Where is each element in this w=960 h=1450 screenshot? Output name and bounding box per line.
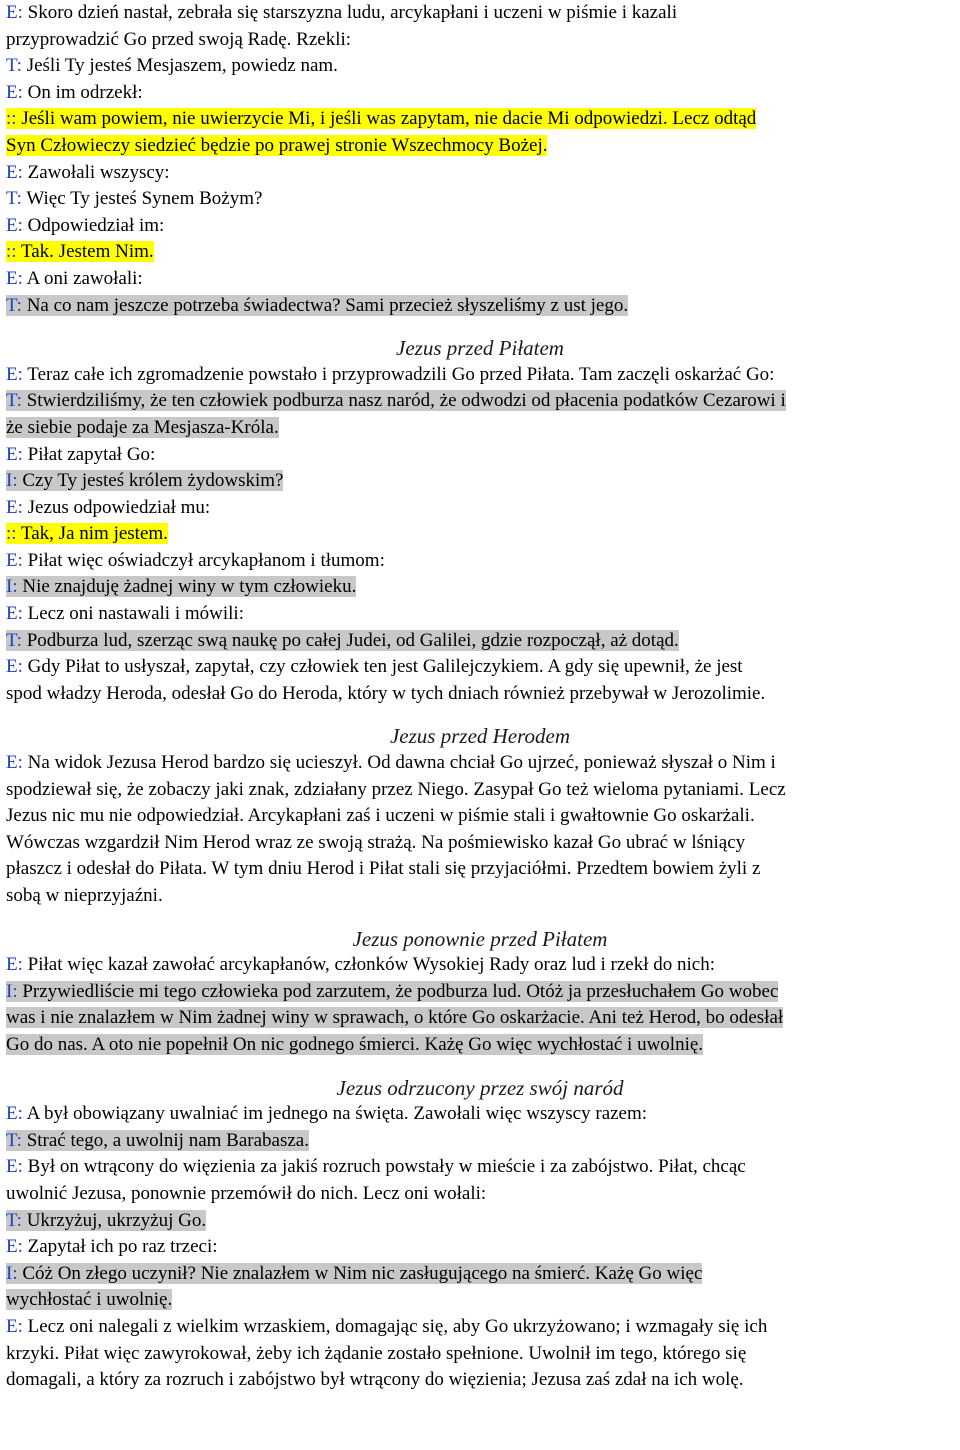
highlight-span (6, 981, 778, 1002)
line-text: domagali, a który za rozruch i zabójstwo był wtrącony do więzienia; Jezusa zaś zdał na ich wolę. (6, 1369, 744, 1391)
speaker-label: T: (6, 294, 22, 316)
line-text: Na co nam jeszcze potrzeba świadectwa? Sami przecież słyszeliśmy z ust jego. (21, 294, 629, 316)
text-line (6, 1234, 954, 1261)
line-text: Piłat więc oświadczył arcykapłanom i tłumom: (22, 549, 385, 571)
line-text: Jezus odpowiedział mu: (22, 496, 211, 518)
speaker-label: E: (6, 1315, 23, 1337)
line-text: przyprowadzić Go przed swoją Radę. Rzekli: (6, 28, 352, 50)
line-text: On im odrzekł: (22, 81, 143, 103)
line-text: Podburza lud, szerząc swą naukę po całej Judei, od Galilei, gdzie rozpoczął, aż dotąd. (21, 629, 679, 651)
speaker-label: E: (6, 496, 23, 518)
text-line (6, 27, 954, 54)
highlight-span (6, 630, 679, 651)
speaker-label: T: (6, 629, 22, 651)
speaker-label: I: (6, 576, 18, 598)
line-text: Skoro dzień nastał, zebrała się starszyzna ludu, arcykapłani i uczeni w piśmie i kazali (22, 2, 678, 23)
text-line (6, 186, 954, 213)
line-text: spod władzy Heroda, odesłał Go do Heroda, który w tych dniach również przebywał w Jerozolimie. (6, 682, 766, 704)
text-line (6, 681, 954, 708)
text-line (6, 80, 954, 107)
speaker-label: T: (6, 1209, 22, 1231)
text-line (6, 1005, 954, 1032)
line-text: Teraz całe ich zgromadzenie powstało i przyprowadzili Go przed Piłata. Tam zaczęli oskarżać Go: (22, 363, 775, 385)
highlight-span (6, 108, 756, 129)
text-line (6, 1341, 954, 1368)
speaker-label: I: (6, 980, 18, 1002)
line-text: Zawołali wszyscy: (22, 161, 170, 183)
line-text: płaszcz i odesłał do Piłata. W tym dniu Herod i Piłat stali się przyjaciółmi. Przedtem bowiem żyli z (6, 858, 761, 880)
section-sanhedrin (6, 0, 954, 319)
line-text: sobą w nieprzyjaźni. (6, 885, 163, 906)
highlight-span (6, 576, 356, 597)
text-line (6, 1261, 954, 1288)
text-line (6, 1314, 954, 1341)
speaker-label: E: (6, 954, 23, 976)
line-text: Na widok Jezusa Herod bardzo się ucieszył. Od dawna chciał Go ujrzeć, ponieważ słyszał o Nim i (22, 752, 776, 774)
speaker-label: T: (6, 1129, 22, 1151)
highlight-span (6, 523, 168, 544)
highlight-span (6, 1130, 309, 1151)
text-line (6, 1367, 954, 1394)
line-text: A był obowiązany uwalniać im jednego na święta. Zawołali więc wszyscy razem: (22, 1103, 648, 1125)
text-line (6, 160, 954, 187)
text-line (6, 750, 954, 777)
line-text: Jeśli wam powiem, nie uwierzycie Mi, i jeśli was zapytam, nie dacie Mi odpowiedzi. Lecz odtąd (16, 108, 757, 130)
text-line (6, 1101, 954, 1128)
text-line (6, 830, 954, 857)
line-text: Syn Człowieczy siedzieć będzie po prawej stronie Wszechmocy Bożej. (6, 134, 548, 156)
speaker-label: E: (6, 603, 23, 625)
speaker-label: E: (6, 656, 23, 678)
text-line (6, 856, 954, 883)
text-line (6, 601, 954, 628)
text-line (6, 362, 954, 389)
line-text: Cóż On złego uczynił? Nie znalazłem w Nim nic zasługującego na śmierć. Każę Go więc (17, 1262, 703, 1284)
text-line (6, 495, 954, 522)
line-text: Piłat więc kazał zawołać arcykapłanów, członków Wysokiej Rady oraz lud i rzekł do nich: (22, 954, 715, 976)
text-line (6, 1181, 954, 1208)
highlight-span (6, 1210, 206, 1231)
text-line (6, 388, 954, 415)
line-text: Przywiedliście mi tego człowieka pod zarzutem, że podburza lud. Otóż ja przesłuchałem Go wobec (17, 980, 779, 1002)
line-text: Stwierdziliśmy, że ten człowiek podburza nasz naród, że odwodzi od płacenia podatków Cezarowi i (21, 390, 786, 412)
speaker-label: E: (6, 549, 23, 571)
speaker-label: E: (6, 81, 23, 103)
line-text: was i nie znalazłem w Nim żadnej winy w sprawach, o które Go oskarżacie. Ani też Herod, bo odesłał (6, 1007, 784, 1029)
text-line (6, 442, 954, 469)
line-text: Czy Ty jesteś królem żydowskim? (17, 470, 284, 492)
line-text: Piłat zapytał Go: (22, 443, 156, 465)
text-line (6, 628, 954, 655)
line-text: Jeśli Ty jesteś Mesjaszem, powiedz nam. (21, 55, 338, 77)
text-line (6, 106, 954, 133)
text-line (6, 952, 954, 979)
text-line (6, 654, 954, 681)
text-line (6, 133, 954, 160)
speaker-label: E: (6, 752, 23, 774)
section-again-before-pilate (6, 926, 954, 1059)
highlight-span (6, 241, 154, 262)
text-line (6, 468, 954, 495)
line-text: Zapytał ich po raz trzeci: (22, 1236, 218, 1258)
highlight-span (6, 470, 283, 491)
line-text: że siebie podaje za Mesjasza-Króla. (6, 416, 279, 438)
line-text: Jezus nic mu nie odpowiedział. Arcykapłani zaś i uczeni w piśmie stali i gwałtownie Go oskarżali. (6, 805, 755, 827)
line-text: wychłostać i uwolnię. (6, 1289, 173, 1311)
speaker-label: T: (6, 188, 22, 210)
text-line (6, 213, 954, 240)
line-text: spodziewał się, że zobaczy jaki znak, zdziałany przez Niego. Zasypał Go też wieloma pytaniami. Lecz (6, 778, 786, 800)
section-heading: Jezus przed Herodem (389, 724, 571, 749)
text-line (6, 1032, 954, 1059)
section-heading: Jezus odrzucony przez swój naród (336, 1075, 624, 1100)
speaker-label: T: (6, 390, 22, 412)
speaker-label: :: (6, 241, 17, 263)
highlight-span (6, 390, 786, 411)
text-line (6, 239, 954, 266)
speaker-label: :: (6, 108, 17, 130)
speaker-label: I: (6, 1262, 18, 1284)
section-before-pilate (6, 335, 954, 707)
line-text: Odpowiedział im: (22, 214, 165, 236)
speaker-label: E: (6, 1103, 23, 1125)
speaker-label: E: (6, 267, 23, 289)
speaker-label: I: (6, 470, 18, 492)
line-text: A oni zawołali: (22, 267, 143, 289)
line-text: Nie znajduję żadnej winy w tym człowieku. (17, 576, 357, 598)
speaker-label: E: (6, 1236, 23, 1258)
text-line (6, 574, 954, 601)
speaker-label: :: (6, 523, 17, 545)
line-text: Był on wtrącony do więzienia za jakiś rozruch powstały w mieście i za zabójstwo. Piłat, chcąc (22, 1156, 746, 1178)
section-heading: Jezus przed Piłatem (396, 336, 564, 361)
section-heading: Jezus ponownie przed Piłatem (352, 926, 608, 951)
speaker-label: E: (6, 2, 23, 23)
text-line (6, 53, 954, 80)
line-text: Tak, Ja nim jestem. (16, 523, 168, 545)
section-rejected-by-nation (6, 1075, 954, 1394)
line-text: Ukrzyżuj, ukrzyżuj Go. (21, 1209, 207, 1231)
speaker-label: E: (6, 363, 23, 385)
line-text: Wówczas wzgardził Nim Herod wraz ze swoją strażą. Na pośmiewisko kazał Go ubrać w lśniący (6, 831, 746, 853)
line-text: Gdy Piłat to usłyszał, zapytał, czy człowiek ten jest Galilejczykiem. A gdy się upewnił, że jest (22, 656, 743, 678)
text-line (6, 415, 954, 442)
text-line (6, 1208, 954, 1235)
text-line (6, 1154, 954, 1181)
line-text: Go do nas. A oto nie popełnił On nic godnego śmierci. Każę Go więc wychłostać i uwolnię. (6, 1033, 704, 1055)
line-text: uwolnić Jezusa, ponownie przemówił do nich. Lecz oni wołali: (6, 1182, 487, 1204)
highlight-span (6, 295, 628, 316)
speaker-label: E: (6, 214, 23, 236)
text-line (6, 1287, 954, 1314)
highlight-span (6, 1263, 702, 1284)
line-text: Lecz oni nalegali z wielkim wrzaskiem, domagając się, aby Go ukrzyżowano; i wzmagały się ich (22, 1315, 768, 1337)
speaker-label: E: (6, 1156, 23, 1178)
line-text: Tak. Jestem Nim. (16, 241, 154, 263)
text-line (6, 548, 954, 575)
text-line (6, 0, 954, 27)
speaker-label: E: (6, 443, 23, 465)
text-line (6, 979, 954, 1006)
text-line (6, 293, 954, 320)
speaker-label: T: (6, 55, 22, 77)
line-text: Więc Ty jesteś Synem Bożym? (21, 188, 263, 210)
text-line (6, 803, 954, 830)
line-text: krzyki. Piłat więc zawyrokował, żeby ich żądanie zostało spełnione. Uwolnił im tego, którego się (6, 1342, 747, 1364)
text-line (6, 521, 954, 548)
text-line (6, 883, 954, 910)
line-text: Strać tego, a uwolnij nam Barabasza. (21, 1129, 309, 1151)
text-line (6, 777, 954, 804)
speaker-label: E: (6, 161, 23, 183)
line-text: Lecz oni nastawali i mówili: (22, 603, 244, 625)
section-before-herod (6, 723, 954, 909)
text-line (6, 266, 954, 293)
text-line (6, 1128, 954, 1155)
